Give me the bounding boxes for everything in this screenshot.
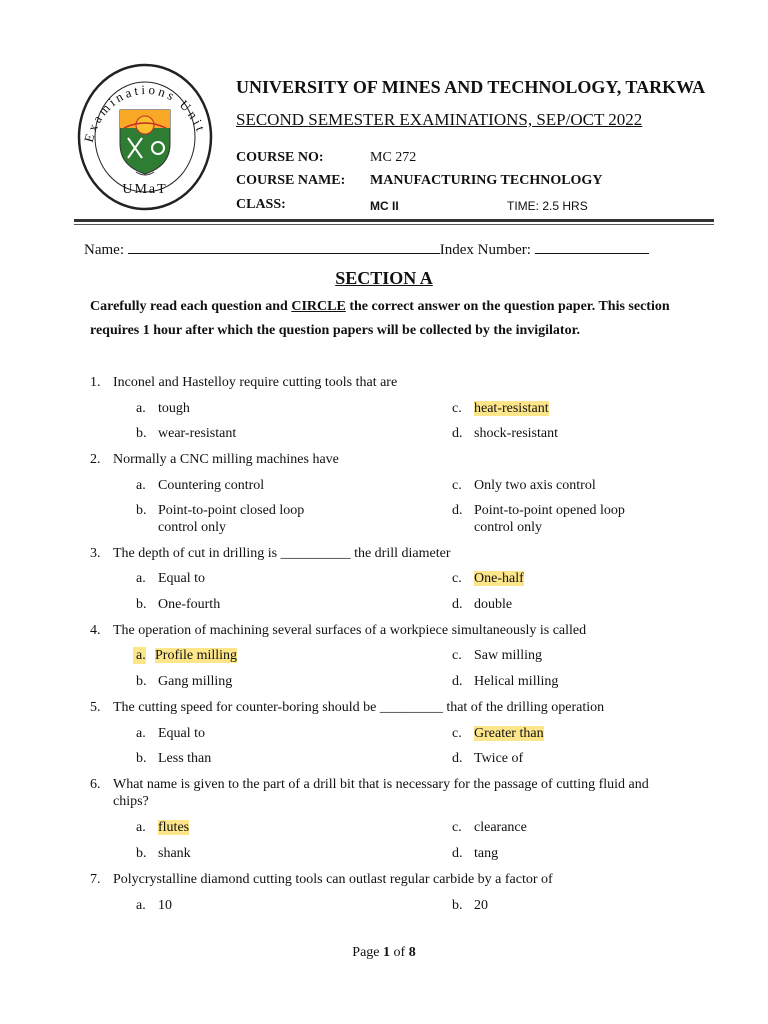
question-text: Normally a CNC milling machines have: [113, 452, 339, 467]
instruction-text-1: Carefully read each question and: [90, 299, 292, 314]
question-text: What name is given to the part of a drill bit that is necessary for the passage of cutting fluid and chips?: [113, 777, 649, 809]
question-number: 3.: [90, 546, 101, 561]
highlighted-answer: One-half: [474, 571, 524, 586]
umat-examinations-logo: [76, 62, 214, 212]
section-title: SECTION A: [335, 268, 433, 288]
option-text: Gang milling: [158, 674, 233, 689]
question-number: 5.: [90, 700, 101, 715]
question-text: The depth of cut in drilling is __________ the drill diameter: [113, 546, 451, 561]
time-info: [507, 199, 588, 213]
question-text: The cutting speed for counter-boring should be _________ that of the drilling operation: [113, 700, 605, 715]
highlighted-answer: flutes: [158, 820, 190, 835]
instruction-emphasis: CIRCLE: [291, 299, 346, 314]
class-label: CLASS:: [236, 197, 286, 212]
option-text: Helical milling: [474, 674, 559, 689]
course-no-value: MC 272: [370, 150, 417, 165]
page-label: Page: [352, 945, 384, 960]
index-number-field[interactable]: [535, 241, 649, 254]
page-of: of: [390, 945, 409, 960]
option-text: wear-resistant: [158, 426, 237, 441]
logo-base-text: UMaT: [122, 182, 168, 197]
svg-text:Examinations Unit: [81, 82, 209, 144]
question-number: 7.: [90, 872, 101, 887]
course-name-value: MANUFACTURING TECHNOLOGY: [370, 173, 603, 188]
option-text: Twice of: [474, 751, 524, 766]
section-instructions: [90, 295, 690, 343]
header-rule-thin: [74, 224, 714, 225]
class-value: MC II: [370, 199, 399, 213]
question-text: Inconel and Hastelloy require cutting tools that are: [113, 375, 398, 390]
current-page: 1: [383, 945, 391, 960]
option-text: One-fourth: [158, 597, 221, 612]
student-details-line: [84, 241, 649, 259]
option-text: Saw milling: [474, 648, 543, 663]
name-field[interactable]: [128, 241, 440, 254]
option-text: Equal to: [158, 571, 206, 586]
logo-ring-text: Examinations Unit: [80, 81, 210, 144]
option-text: 10: [158, 898, 172, 913]
question-number: 4.: [90, 623, 101, 638]
option-text: Point-to-point closed loop control only: [158, 503, 305, 535]
option-text: 20: [474, 898, 488, 913]
option-text: Less than: [158, 751, 212, 766]
question-number: 2.: [90, 452, 101, 467]
option-text: Equal to: [158, 726, 206, 741]
highlighted-answer: Profile milling: [155, 648, 238, 663]
index-number-label: Index Number:: [439, 242, 531, 258]
exam-semester: SECOND SEMESTER EXAMINATIONS, SEP/OCT 2022: [236, 110, 643, 129]
course-no-label: COURSE NO:: [236, 150, 324, 165]
question-text: The operation of machining several surfaces of a workpiece simultaneously is called: [113, 623, 587, 638]
time-label: TIME:: [507, 199, 539, 213]
option-text: Point-to-point opened loop control only: [474, 503, 625, 535]
option-text: shock-resistant: [474, 426, 558, 441]
total-pages: 8: [408, 945, 416, 960]
option-text: double: [474, 597, 513, 612]
course-name-label: COURSE NAME:: [236, 173, 346, 188]
option-text: Countering control: [158, 478, 265, 493]
highlighted-answer: heat-resistant: [474, 401, 549, 416]
university-name: UNIVERSITY OF MINES AND TECHNOLOGY, TARKWA: [236, 77, 706, 97]
instruction-text-2: the correct answer on the question paper. This section requires 1 hour after which the question papers will be collected by the invigilator.: [90, 299, 670, 338]
name-label: Name:: [84, 242, 124, 258]
header-rule-thick: [74, 219, 714, 222]
option-text: tough: [158, 401, 190, 416]
page-number: [0, 945, 768, 961]
time-value: 2.5 HRS: [542, 199, 588, 213]
highlighted-answer: Greater than: [474, 726, 544, 741]
question-number: 6.: [90, 777, 101, 792]
option-text: tang: [474, 846, 499, 861]
question-text: Polycrystalline diamond cutting tools can outlast regular carbide by a factor of: [113, 872, 553, 887]
option-text: Only two axis control: [474, 478, 596, 493]
question-number: 1.: [90, 375, 101, 390]
option-text: clearance: [474, 820, 527, 835]
option-text: shank: [158, 846, 191, 861]
